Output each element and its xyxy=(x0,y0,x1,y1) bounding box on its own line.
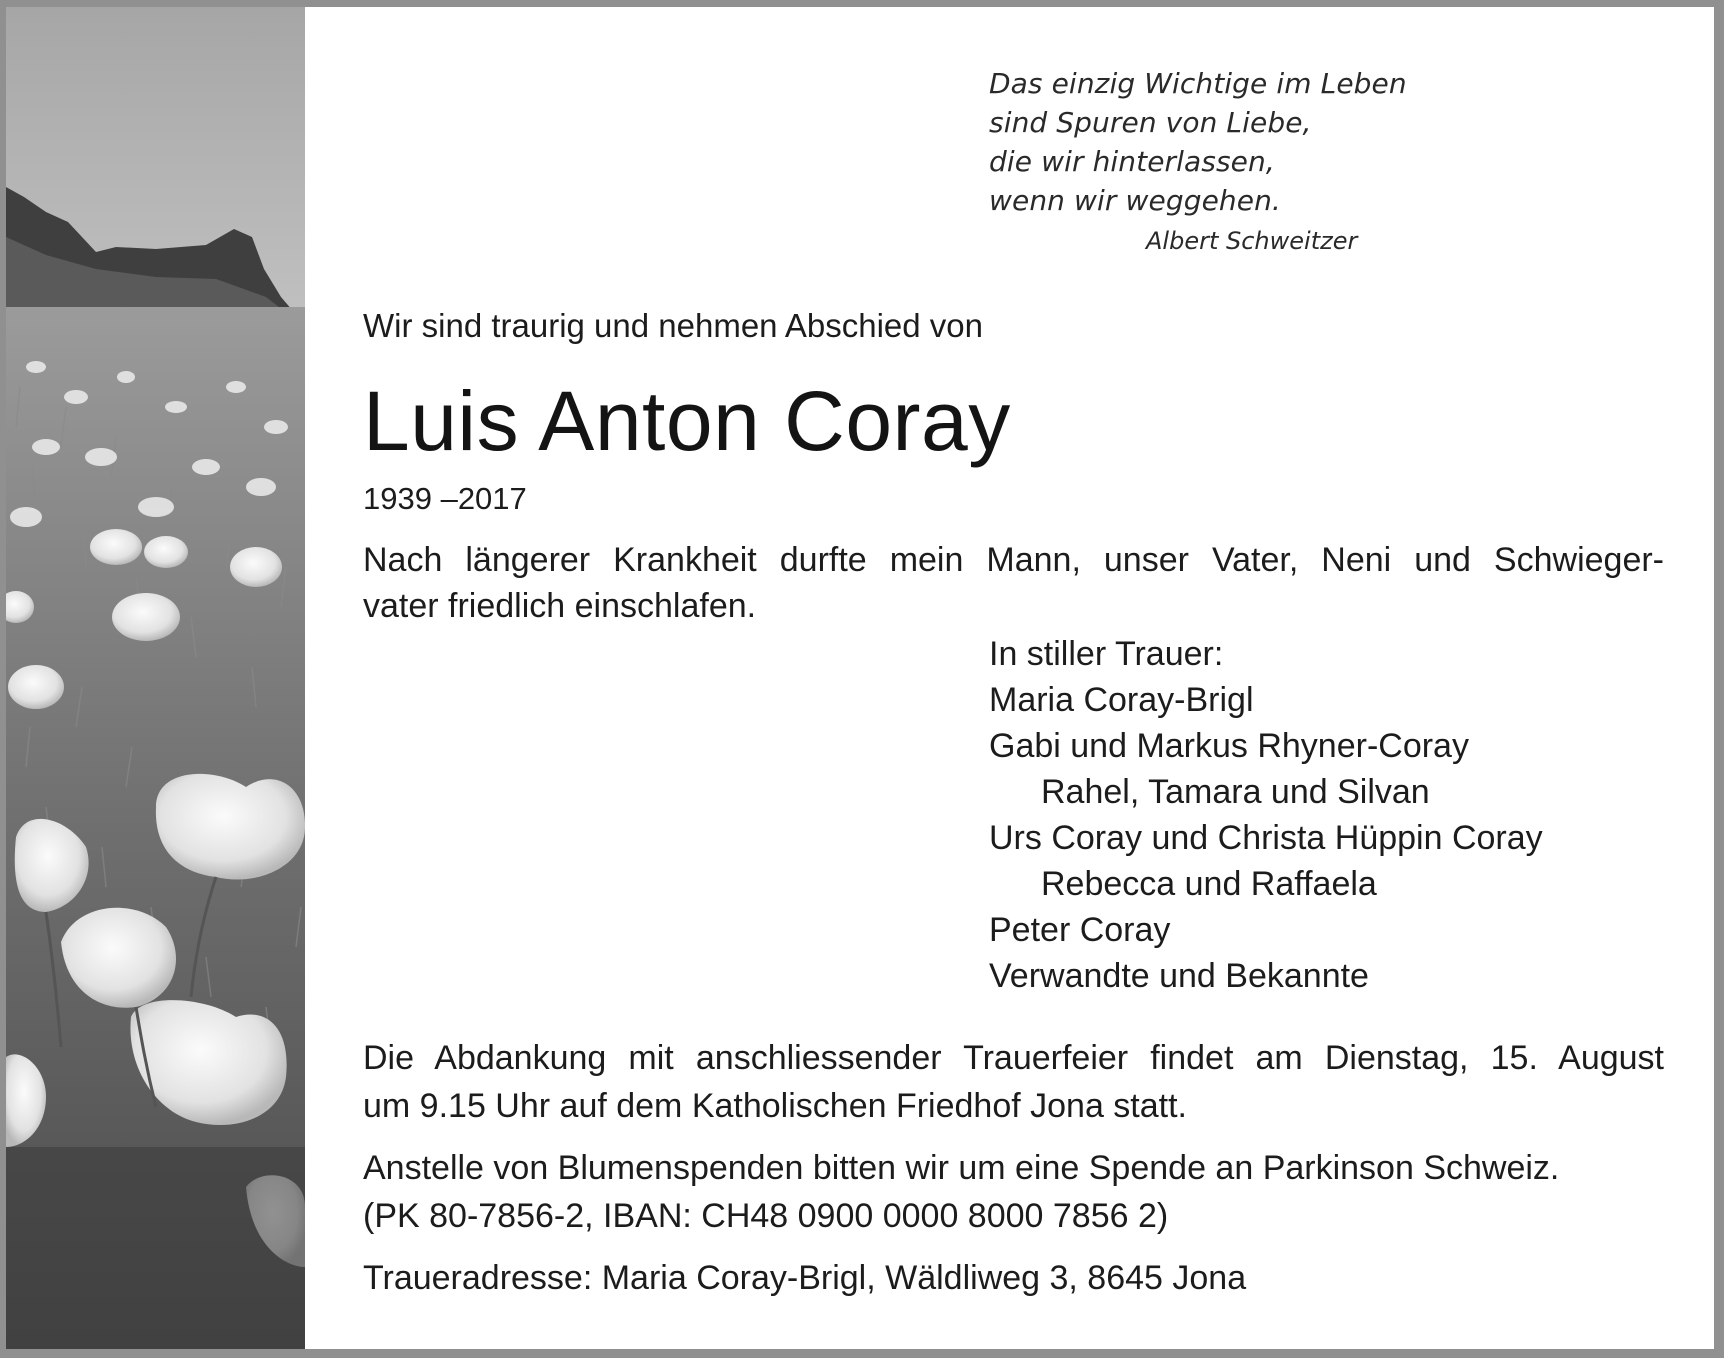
mourning-address: Traueradresse: Maria Coray-Brigl, Wäldliweg 3, 8645 Jona xyxy=(363,1259,1247,1297)
quote-line-4: wenn wir weggehen. xyxy=(989,184,1281,217)
quote-line-1: Das einzig Wichtige im Leben xyxy=(989,67,1407,100)
quote-line-3: die wir hinterlassen, xyxy=(989,145,1275,178)
mourner-entry: Peter Coray xyxy=(989,911,1171,949)
donation-line-1: Anstelle von Blumenspenden bitten wir um eine Spende an Parkinson Schweiz. xyxy=(363,1149,1560,1187)
intro-text: Wir sind traurig und nehmen Abschied von xyxy=(363,307,984,344)
mourner-entry: Urs Coray und Christa Hüppin Coray xyxy=(989,819,1543,857)
mourner-entry: Verwandte und Bekannte xyxy=(989,957,1369,995)
donation-line-2: (PK 80-7856-2, IBAN: CH48 0900 0000 8000 7856 2) xyxy=(363,1197,1169,1235)
deceased-name: Luis Anton Coray xyxy=(363,374,1011,468)
quote-author: Albert Schweitzer xyxy=(1146,227,1358,255)
mourner-entry: Maria Coray-Brigl xyxy=(989,681,1254,719)
service-line-2: um 9.15 Uhr auf dem Katholischen Friedhof Jona statt. xyxy=(363,1087,1188,1125)
mourner-entry: Rebecca und Raffaela xyxy=(1041,865,1377,903)
notice-text xyxy=(6,7,1714,1349)
life-dates: 1939 –2017 xyxy=(363,481,527,516)
message-line-2: vater friedlich einschlafen. xyxy=(363,587,757,625)
message-line-1: Nach längerer Krankheit durfte mein Mann, unser Vater, Neni und Schwieger- xyxy=(363,541,1664,579)
service-line-1: Die Abdankung mit anschliessender Trauerfeier findet am Dienstag, 15. August xyxy=(363,1039,1664,1077)
mourners-heading: In stiller Trauer: xyxy=(989,635,1224,673)
obituary-notice xyxy=(6,7,1714,1349)
mourner-entry: Rahel, Tamara und Silvan xyxy=(1041,773,1430,811)
mourner-entry: Gabi und Markus Rhyner-Coray xyxy=(989,727,1469,765)
quote-line-2: sind Spuren von Liebe, xyxy=(989,106,1312,139)
